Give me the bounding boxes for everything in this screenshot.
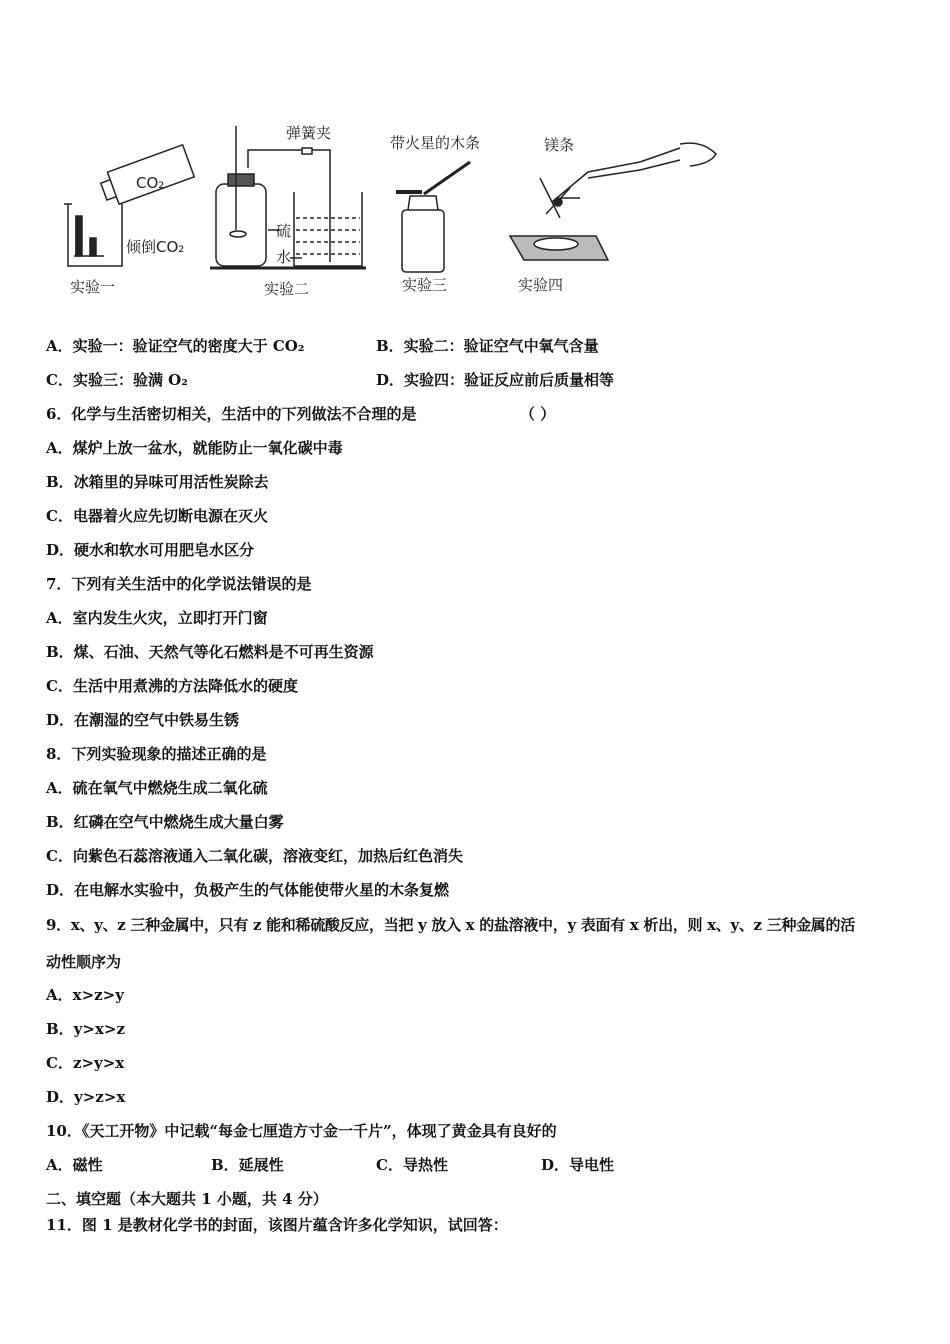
section-heading: 二、填空题（本大题共 1 小题，共 4 分） (46, 1190, 328, 1208)
q6-stem: 6．化学与生活密切相关，生活中的下列做法不合理的是 (46, 405, 417, 423)
exp4-caption: 实验四 (518, 276, 564, 294)
exp3-apparatus (396, 162, 470, 272)
exp1-co2-label: CO₂ (136, 174, 165, 192)
exp4-apparatus (510, 143, 716, 260)
exp2-water-label: 水 (276, 248, 292, 266)
q10-option-d: D．导电性 (541, 1156, 615, 1174)
q10-stem: 10．《天工开物》中记载“每金七厘造方寸金一千片”，体现了黄金具有良好的 (46, 1122, 557, 1140)
q10-option-c: C．导热性 (376, 1156, 448, 1174)
q9-option-d: D．y>z>x (46, 1088, 126, 1106)
q6-option-b: B．冰箱里的异味可用活性炭除去 (46, 473, 269, 491)
q10-option-b: B．延展性 (211, 1156, 284, 1174)
exp1-caption: 实验一 (70, 278, 116, 296)
q9-option-c: C．z>y>x (46, 1054, 125, 1072)
q8-stem: 8．下列实验现象的描述正确的是 (46, 745, 267, 763)
q9-option-b: B．y>x>z (46, 1020, 125, 1038)
experiment-figure (40, 118, 740, 308)
exp3-caption: 实验三 (402, 276, 448, 294)
q9-stem-line1: 9．x、y、z 三种金属中，只有 z 能和稀硫酸反应，当把 y 放入 x 的盐溶液中，y 表面有 x 析出，则 x、y、z 三种金属的活 (46, 916, 855, 934)
q7-stem: 7．下列有关生活中的化学说法错误的是 (46, 575, 312, 593)
q9-option-a: A．x>z>y (46, 986, 124, 1004)
q8-option-b: B．红磷在空气中燃烧生成大量白雾 (46, 813, 284, 831)
q8-option-c: C．向紫色石蕊溶液通入二氧化碳，溶液变红，加热后红色消失 (46, 847, 463, 865)
q6-answer-paren: （ ） (520, 405, 556, 423)
exp4-mg-label: 镁条 (544, 136, 575, 154)
q9-stem-line2: 动性顺序为 (46, 953, 122, 971)
exp2-sulfur-label: 硫 (276, 222, 292, 240)
q11-stem: 11．图 1 是教材化学书的封面，该图片蕴含许多化学知识，试回答： (46, 1216, 508, 1234)
q7-option-b: B．煤、石油、天然气等化石燃料是不可再生资源 (46, 643, 374, 661)
q6-option-d: D．硬水和软水可用肥皂水区分 (46, 541, 255, 559)
q6-option-c: C．电器着火应先切断电源在灭火 (46, 507, 268, 525)
q8-option-a: A．硫在氧气中燃烧生成二氧化硫 (46, 779, 268, 797)
q6-option-a: A．煤炉上放一盆水，就能防止一氧化碳中毒 (46, 439, 343, 457)
exp2-clamp-label: 弹簧夹 (286, 124, 332, 142)
exp1-pour-label: 倾倒CO₂ (126, 238, 185, 256)
q7-option-c: C．生活中用煮沸的方法降低水的硬度 (46, 677, 298, 695)
q5-option-b: B．实验二：验证空气中氧气含量 (376, 337, 599, 355)
q10-option-a: A．磁性 (46, 1156, 103, 1174)
exp3-stick-label: 带火星的木条 (390, 134, 481, 152)
q5-option-d: D．实验四：验证反应前后质量相等 (376, 371, 615, 389)
q5-option-a: A．实验一：验证空气的密度大于 CO₂ (46, 337, 305, 355)
q7-option-a: A．室内发生火灾，立即打开门窗 (46, 609, 268, 627)
exp2-caption: 实验二 (264, 280, 310, 298)
q5-option-c: C．实验三：验满 O₂ (46, 371, 188, 389)
q7-option-d: D．在潮湿的空气中铁易生锈 (46, 711, 240, 729)
q8-option-d: D．在电解水实验中，负极产生的气体能使带火星的木条复燃 (46, 881, 450, 899)
